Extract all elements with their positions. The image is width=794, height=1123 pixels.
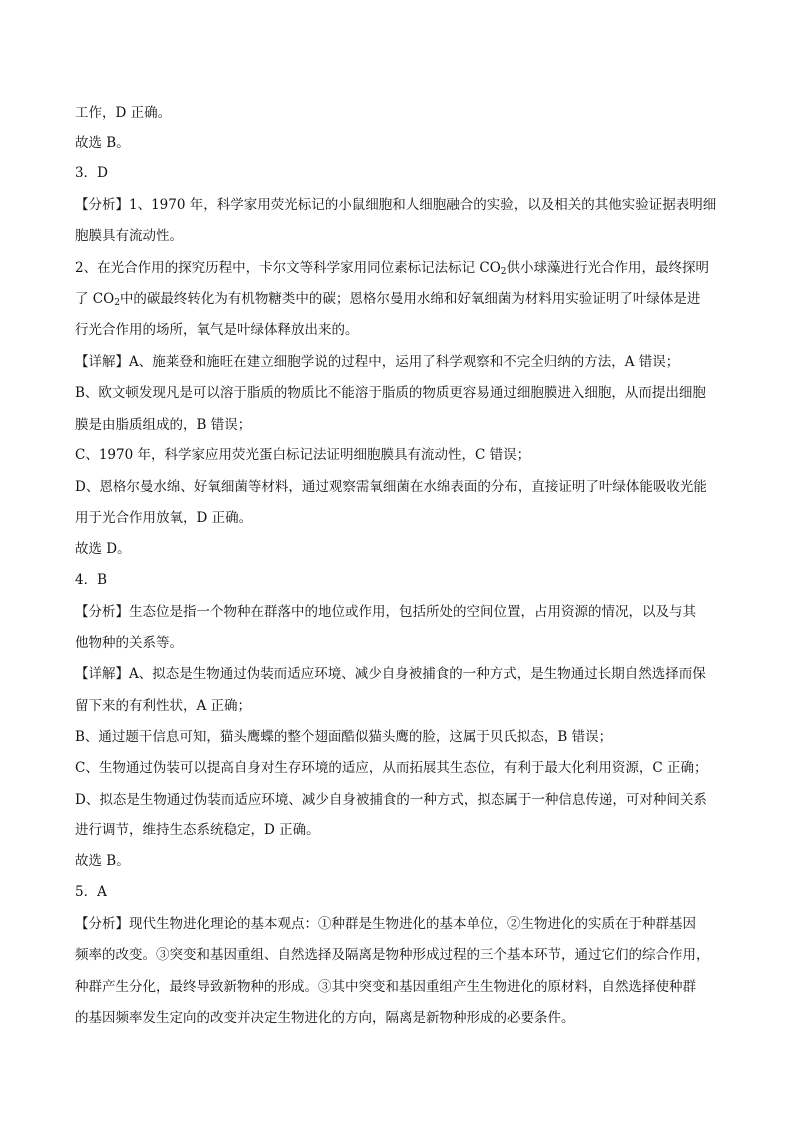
text-line: 他物种的关系等。 (75, 635, 183, 651)
text-line: 故选 B。 (75, 853, 130, 869)
text-line: 行光合作用的场所，氧气是叶绿体释放出来的。 (75, 322, 359, 338)
question-number: 3．D (75, 165, 108, 181)
text-line: 故选 D。 (75, 541, 131, 557)
text-line: 用于光合作用放氧，D 正确。 (75, 510, 253, 526)
text-line: 的基因频率发生定向的改变并决定生物进化的方向，隔离是新物种形成的必要条件。 (75, 1010, 575, 1026)
text-line: 胞膜具有流动性。 (75, 228, 183, 244)
text-line: 【分析】现代生物进化理论的基本观点：①种群是生物进化的基本单位，②生物进化的实质在于种群基因 (75, 916, 696, 932)
text-line: D、恩格尔曼水绵、好氧细菌等材料，通过观察需氧细菌在水绵表面的分布，直接证明了叶绿体能吸收光能 (75, 479, 707, 495)
text-segment: 中的碳最终转化为有机物糖类中的碳；恩格尔曼用水绵和好氧细菌为材料用实验证明了叶绿体是进 (119, 291, 701, 307)
text-line: C、生物通过伪装可以提高自身对生存环境的适应，从而拓展其生态位，有利于最大化利用资源，C 正确； (75, 760, 708, 776)
subscript-2: 2 (500, 267, 507, 277)
text-line: 【详解】A、拟态是生物通过伪装而适应环境、减少自身被捕食的一种方式，是生物通过长期自然选择而保 (75, 666, 706, 682)
text-line: C、1970 年，科学家应用荧光蛋白标记法证明细胞膜具有流动性，C 错误； (75, 447, 531, 463)
text-line: 种群产生分化，最终导致新物种的形成。③其中突变和基因重组产生生物进化的原材料，自然选择使种群 (75, 979, 696, 995)
text-line: 工作，D 正确。 (75, 105, 172, 121)
text-line (75, 258, 725, 278)
text-line: 【分析】1、1970 年，科学家用荧光标记的小鼠细胞和人细胞融合的实验，以及相关的其他实验证据表明细 (75, 197, 717, 213)
text-line (75, 289, 725, 309)
text-line: 留下来的有利性状，A 正确； (75, 698, 252, 714)
text-line: 【详解】A、施莱登和施旺在建立细胞学说的过程中，运用了科学观察和不完全归纳的方法，A 错误； (75, 354, 680, 370)
text-segment: 了 CO (75, 291, 115, 307)
question-number: 4．B (75, 572, 108, 588)
text-line: 【分析】生态位是指一个物种在群落中的地位或作用，包括所处的空间位置，占用资源的情况，以及与其 (75, 604, 696, 620)
text-segment: 供小球藻进行光合作用，最终探明 (506, 260, 710, 276)
question-number: 5．A (75, 884, 107, 900)
text-line: D、拟态是生物通过伪装而适应环境、减少自身被捕食的一种方式，拟态属于一种信息传递，可对种间关系 (75, 792, 707, 808)
text-line: 膜是由脂质组成的，B 错误； (75, 417, 252, 433)
text-line: B、通过题干信息可知，猫头鹰蝶的整个翅面酷似猫头鹰的脸，这属于贝氏拟态，B 错误； (75, 729, 613, 745)
text-line: 频率的改变。③突变和基因重组、自然选择及隔离是物种形成过程的三个基本环节，通过它们的综合作用， (75, 947, 710, 963)
text-segment: 2、在光合作用的探究历程中，卡尔文等科学家用同位素标记法标记 CO (75, 260, 501, 276)
subscript-2: 2 (114, 298, 120, 308)
text-line: 进行调节，维持生态系统稳定，D 正确。 (75, 822, 320, 838)
text-line: B、欧文顿发现凡是可以溶于脂质的物质比不能溶于脂质的物质更容易通过细胞膜进入细胞，从而提出细胞 (75, 385, 706, 401)
text-line: 故选 B。 (75, 135, 130, 151)
